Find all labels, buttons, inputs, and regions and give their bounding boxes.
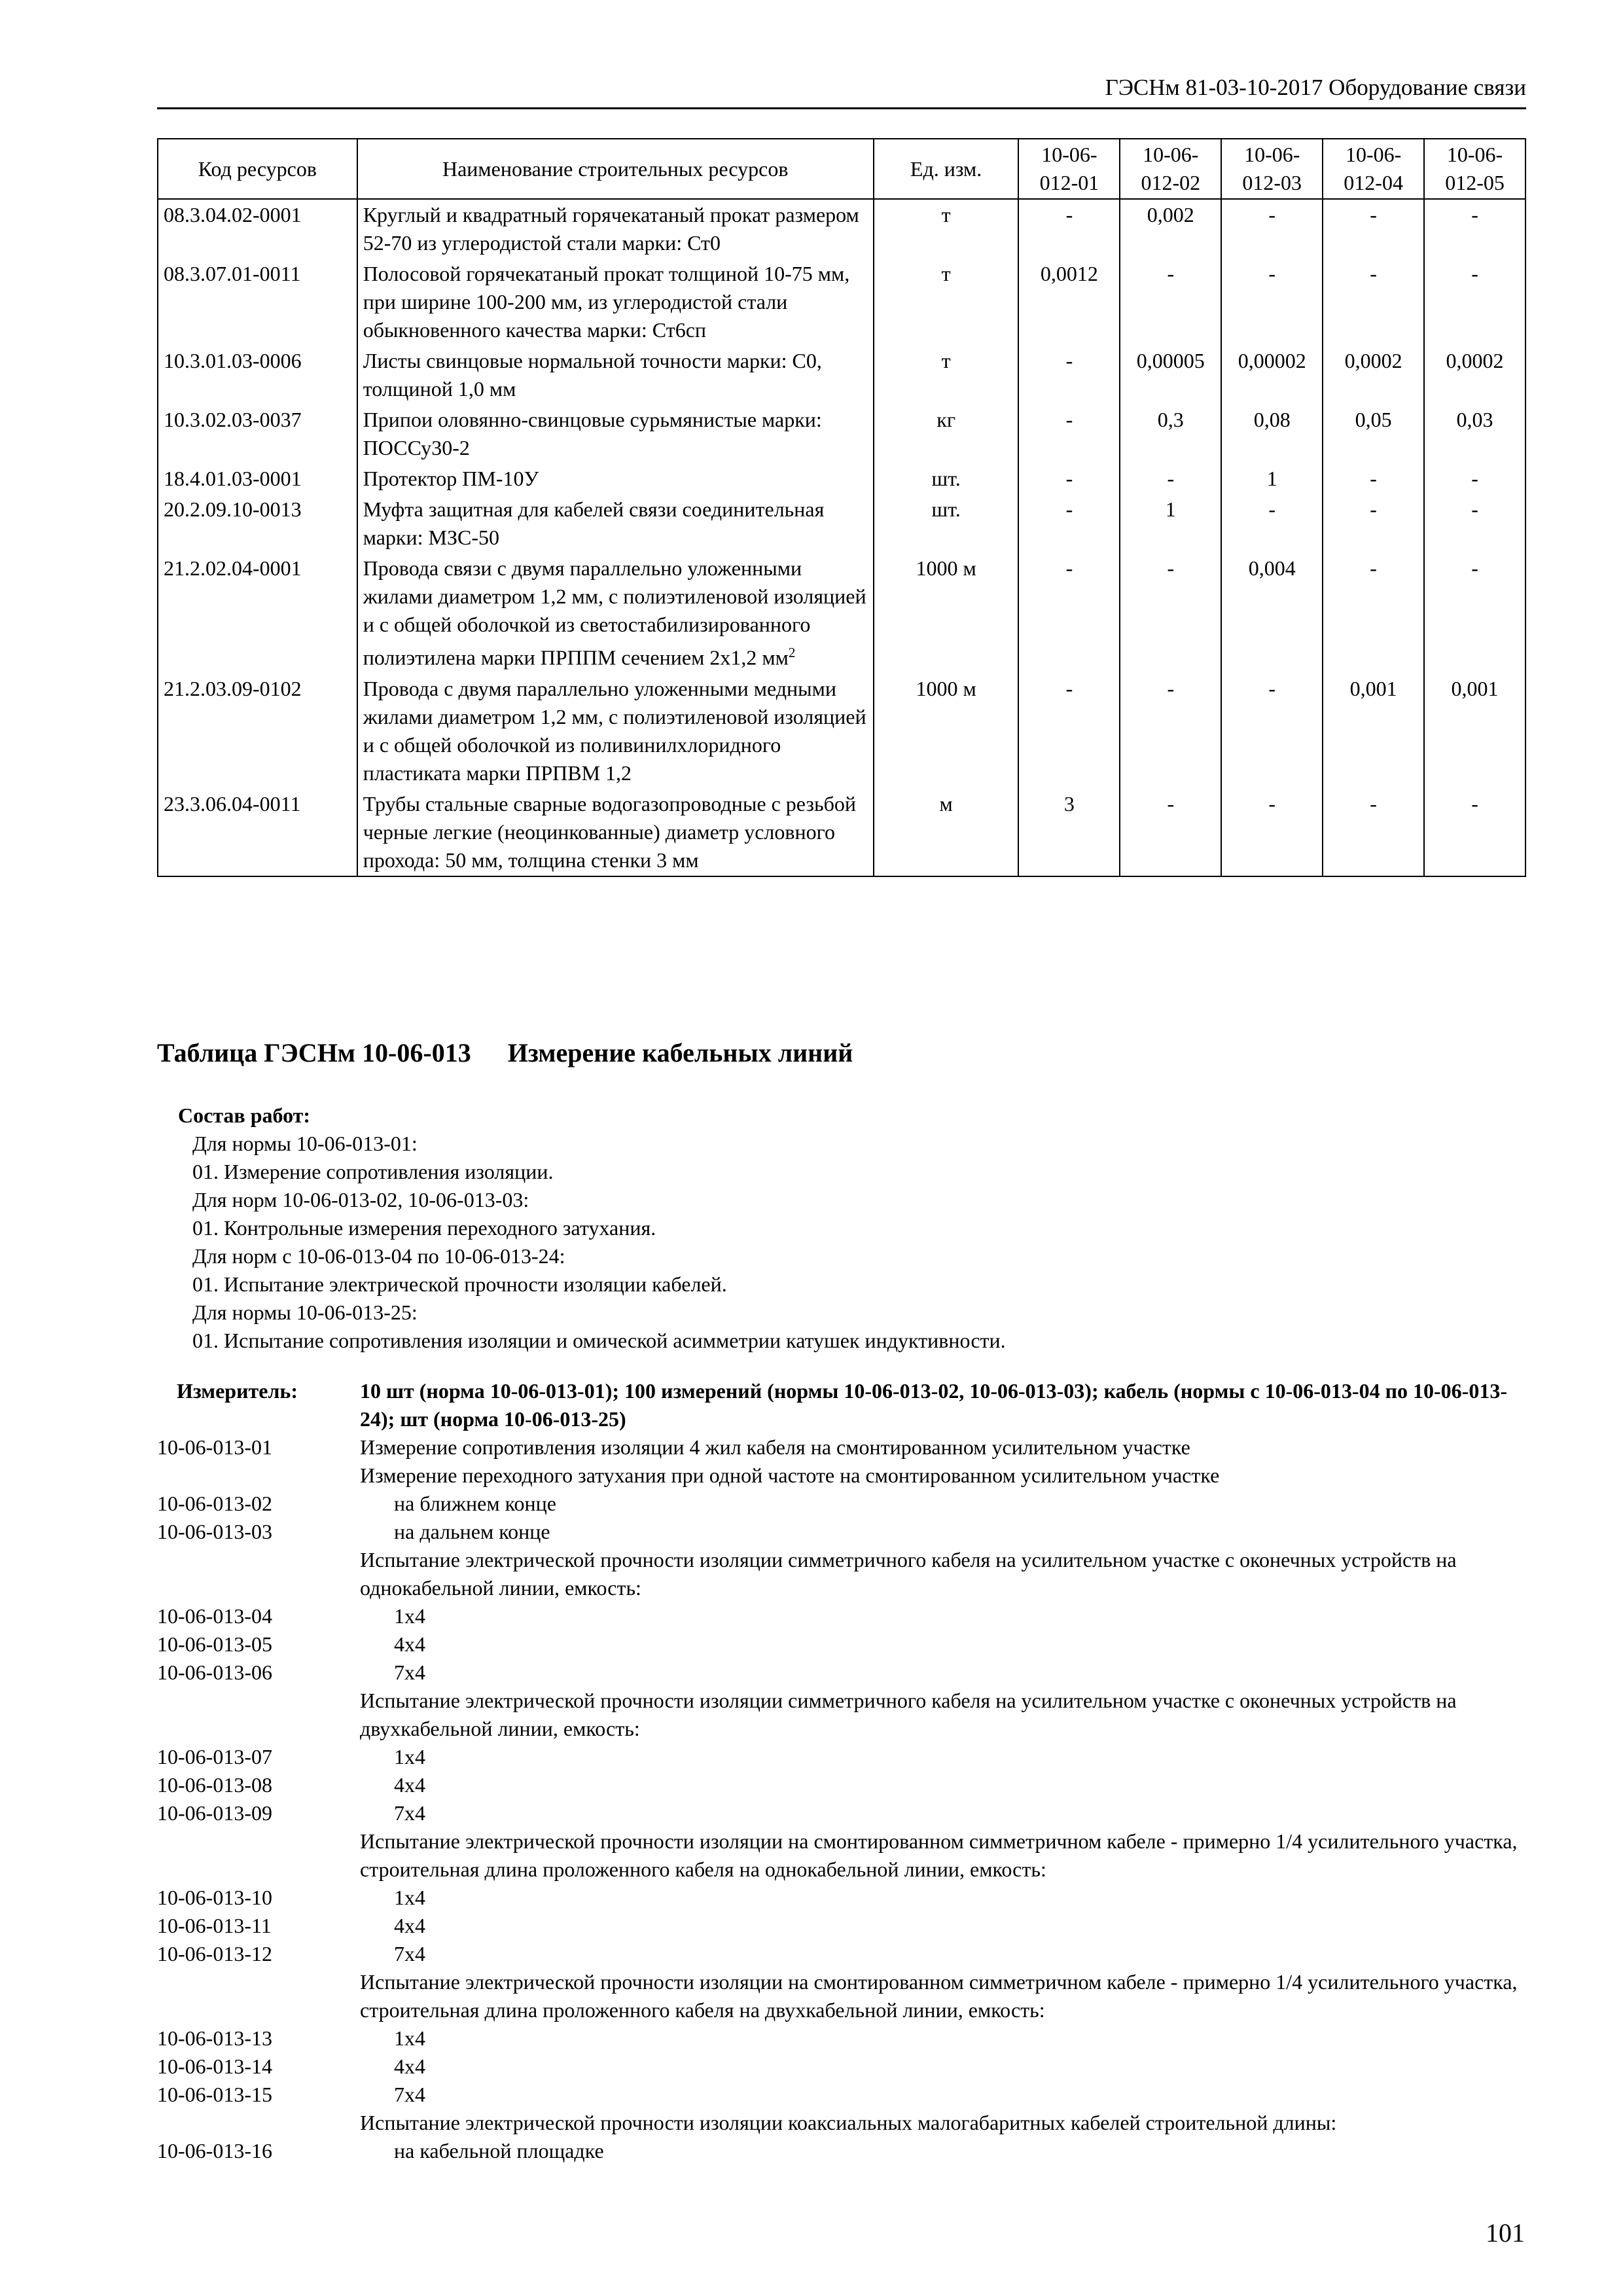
norm-text: на дальнем конце [394, 1520, 550, 1543]
norm-text: на кабельной площадке [394, 2139, 604, 2162]
cell-value: - [1120, 673, 1221, 789]
norm-code: 10-06-013-11 [157, 1914, 272, 1937]
cell-code: 10.3.02.03-0037 [158, 404, 357, 463]
cell-value: 1 [1120, 494, 1221, 553]
norm-text: 7х4 [394, 1660, 425, 1684]
norm-text: Испытание электрической прочности изоляции симметричного кабеля на усилительном участке с оконечных устройств на однокабельной линии, емкость: [360, 1548, 1457, 1600]
cell-name: Трубы стальные сварные водогазопроводные с резьбой черные легкие (неоцинкованные) диаметр условного прохода: 50 мм, толщина стенки 3 мм [357, 789, 874, 876]
cell-value: 0,3 [1120, 404, 1221, 463]
norm-text: Измерение сопротивления изоляции 4 жил кабеля на смонтированном усилительном участке [360, 1435, 1190, 1459]
cell-name-text: Провода связи с двумя параллельно уложенными жилами диаметром 1,2 мм, с полиэтиленовой изоляцией и с общей оболочкой из светостабилизированного полиэтилена марки ПРППМ сечением 2х1,2 [363, 556, 866, 670]
cell-value: - [1221, 259, 1323, 346]
cell-value: - [1221, 789, 1323, 876]
work-line: Для нормы 10-06-013-01: [192, 1132, 418, 1155]
cell-value: - [1018, 494, 1120, 553]
norm-code: 10-06-013-12 [157, 1942, 272, 1965]
norm-text: 4х4 [394, 1773, 425, 1797]
norm-code [157, 1827, 360, 1884]
table-row [158, 199, 1525, 259]
cell-value: - [1221, 673, 1323, 789]
cell-unit: шт. [874, 494, 1019, 553]
work-composition-title: Состав работ: [178, 1103, 311, 1127]
section-title [157, 1036, 853, 1070]
cell-value: - [1120, 789, 1221, 876]
norm-text: Испытание электрической прочности изоляции коаксиальных малогабаритных кабелей строительной длины: [360, 2111, 1337, 2134]
norm-code: 10-06-013-07 [157, 1745, 272, 1768]
cell-value: - [1323, 553, 1424, 673]
norm-text: Испытание электрической прочности изоляции на смонтированном симметричном кабеле - примерно 1/4 усилительного участка, строительная длина проложенного кабеля на однокабельной линии, емкость: [360, 1829, 1518, 1881]
norm-text: 1х4 [394, 1886, 425, 1909]
cell-unit: кг [874, 404, 1019, 463]
cell-name-unit: мм [762, 645, 789, 670]
norms-list [157, 1433, 1526, 2165]
cell-code: 10.3.01.03-0006 [158, 346, 357, 404]
cell-value: - [1221, 199, 1323, 259]
table-row [158, 259, 1525, 346]
cell-value: - [1018, 346, 1120, 404]
work-line: Для норм с 10-06-013-04 по 10-06-013-24: [192, 1244, 565, 1268]
page-number: 101 [1486, 2218, 1525, 2248]
norm-row [157, 1771, 1526, 1799]
column-header-code: Код ресурсов [158, 139, 357, 199]
cell-value: - [1018, 404, 1120, 463]
cell-value: - [1323, 199, 1424, 259]
cell-value: - [1424, 494, 1525, 553]
norm-text: на ближнем конце [394, 1492, 556, 1515]
norm-row [157, 1630, 1526, 1659]
cell-value: - [1424, 463, 1525, 494]
work-line: 01. Контрольные измерения переходного затухания. [192, 1216, 656, 1240]
norm-code [157, 1462, 360, 1490]
norm-code: 10-06-013-14 [157, 2054, 272, 2078]
norm-code: 10-06-013-04 [157, 1604, 272, 1628]
cell-unit: м [874, 789, 1019, 876]
norm-row [157, 1799, 1526, 1827]
cell-name-superscript: 2 [788, 645, 796, 660]
norm-row [157, 2109, 1526, 2137]
norm-row [157, 1687, 1526, 1743]
cell-value: - [1424, 789, 1525, 876]
norm-row [157, 1490, 1526, 1518]
cell-name: Припои оловянно-свинцовые сурьмянистые марки: ПОССу30-2 [357, 404, 874, 463]
header-rule [157, 107, 1526, 109]
cell-unit: т [874, 199, 1019, 259]
meter-label: Измеритель: [177, 1379, 298, 1403]
cell-name: Листы свинцовые нормальной точности марки: С0, толщиной 1,0 мм [357, 346, 874, 404]
cell-value: 0,05 [1323, 404, 1424, 463]
norm-text: 7х4 [394, 2083, 425, 2106]
cell-code: 21.2.03.09-0102 [158, 673, 357, 789]
norm-row [157, 1462, 1526, 1490]
table-row [158, 553, 1525, 673]
cell-value: 0,0012 [1018, 259, 1120, 346]
cell-name [357, 553, 874, 673]
cell-unit: шт. [874, 463, 1019, 494]
table-row [158, 494, 1525, 553]
cell-value: - [1323, 463, 1424, 494]
norm-text: Испытание электрической прочности изоляции на смонтированном симметричном кабеле - примерно 1/4 усилительного участка, строительная длина проложенного кабеля на двухкабельной линии, емкость: [360, 1970, 1518, 2022]
cell-value: - [1018, 673, 1120, 789]
work-composition [178, 1102, 1006, 1355]
norm-text: 1х4 [394, 1745, 425, 1768]
work-line: 01. Испытание электрической прочности изоляции кабелей. [192, 1272, 727, 1296]
norm-code [157, 1687, 360, 1743]
norm-text: Измерение переходного затухания при одной частоте на смонтированном усилительном участке [360, 1463, 1220, 1487]
cell-unit: т [874, 259, 1019, 346]
cell-unit: т [874, 346, 1019, 404]
cell-value: 0,001 [1424, 673, 1525, 789]
norm-row [157, 1912, 1526, 1940]
cell-value: 0,08 [1221, 404, 1323, 463]
cell-code: 08.3.07.01-0011 [158, 259, 357, 346]
work-line: 01. Испытание сопротивления изоляции и омической асимметрии катушек индуктивности. [192, 1329, 1006, 1352]
cell-value: - [1120, 259, 1221, 346]
cell-name: Муфта защитная для кабелей связи соединительная марки: МЗС-50 [357, 494, 874, 553]
cell-value: 3 [1018, 789, 1120, 876]
norm-row [157, 1827, 1526, 1884]
cell-value: - [1424, 259, 1525, 346]
norm-row [157, 2081, 1526, 2109]
cell-code: 21.2.02.04-0001 [158, 553, 357, 673]
work-line: Для норм 10-06-013-02, 10-06-013-03: [192, 1188, 529, 1211]
cell-value: - [1120, 463, 1221, 494]
cell-value: - [1424, 553, 1525, 673]
table-row [158, 346, 1525, 404]
norm-text: 7х4 [394, 1801, 425, 1825]
column-header-norm-01: 10-06-012-01 [1018, 139, 1120, 199]
norm-code: 10-06-013-01 [157, 1435, 272, 1459]
cell-value: - [1018, 199, 1120, 259]
table-header-row [158, 139, 1525, 199]
cell-value: 0,004 [1221, 553, 1323, 673]
cell-value: 0,00002 [1221, 346, 1323, 404]
cell-code: 20.2.09.10-0013 [158, 494, 357, 553]
norm-text: 4х4 [394, 2054, 425, 2078]
norm-code: 10-06-013-15 [157, 2083, 272, 2106]
norm-code: 10-06-013-10 [157, 1886, 272, 1909]
norm-code: 10-06-013-05 [157, 1632, 272, 1656]
norm-code: 10-06-013-13 [157, 2026, 272, 2050]
column-header-norm-03: 10-06-012-03 [1221, 139, 1323, 199]
cell-value: - [1018, 463, 1120, 494]
cell-value: - [1323, 494, 1424, 553]
cell-value: 0,001 [1323, 673, 1424, 789]
cell-value: - [1221, 494, 1323, 553]
cell-name: Круглый и квадратный горячекатаный прокат размером 52-70 из углеродистой стали марки: Ст0 [357, 199, 874, 259]
table-row [158, 789, 1525, 876]
norm-text: 7х4 [394, 1942, 425, 1965]
norm-code: 10-06-013-03 [157, 1520, 272, 1543]
norm-row [157, 1433, 1526, 1462]
norm-text: 4х4 [394, 1914, 425, 1937]
norm-code: 10-06-013-16 [157, 2139, 272, 2162]
column-header-norm-05: 10-06-012-05 [1424, 139, 1525, 199]
norm-row [157, 1968, 1526, 2024]
cell-value: - [1323, 789, 1424, 876]
norm-row [157, 1940, 1526, 1968]
norm-text: 1х4 [394, 2026, 425, 2050]
norm-code [157, 1968, 360, 2024]
running-header: ГЭСНм 81-03-10-2017 Оборудование связи [1105, 75, 1526, 100]
cell-unit: 1000 м [874, 553, 1019, 673]
table-label: Таблица ГЭСНм 10-06-013 [157, 1038, 471, 1067]
norm-row [157, 1518, 1526, 1546]
norm-row [157, 2137, 1526, 2165]
norm-row [157, 1743, 1526, 1771]
column-header-unit: Ед. изм. [874, 139, 1019, 199]
cell-name: Провода с двумя параллельно уложенными медными жилами диаметром 1,2 мм, с полиэтиленовой изоляцией и с общей оболочкой из поливинилхлоридного пластиката марки ПРПВМ 1,2 [357, 673, 874, 789]
norm-text: 4х4 [394, 1632, 425, 1656]
cell-value: 0,0002 [1323, 346, 1424, 404]
norm-row [157, 2053, 1526, 2081]
norm-text: 1х4 [394, 1604, 425, 1628]
cell-value: 0,03 [1424, 404, 1525, 463]
cell-unit: 1000 м [874, 673, 1019, 789]
cell-value: 0,0002 [1424, 346, 1525, 404]
table-row [158, 673, 1525, 789]
table-row [158, 463, 1525, 494]
table-title: Измерение кабельных линий [507, 1038, 853, 1067]
cell-code: 18.4.01.03-0001 [158, 463, 357, 494]
norm-code: 10-06-013-02 [157, 1492, 272, 1515]
norm-row [157, 1546, 1526, 1602]
norm-row [157, 1659, 1526, 1687]
cell-value: 1 [1221, 463, 1323, 494]
resources-table [157, 138, 1526, 877]
cell-value: - [1120, 553, 1221, 673]
column-header-norm-02: 10-06-012-02 [1120, 139, 1221, 199]
column-header-name: Наименование строительных ресурсов [357, 139, 874, 199]
cell-value: - [1424, 199, 1525, 259]
cell-value: - [1018, 553, 1120, 673]
cell-value: 0,00005 [1120, 346, 1221, 404]
norm-code [157, 2109, 360, 2137]
column-header-norm-04: 10-06-012-04 [1323, 139, 1424, 199]
norm-text: Испытание электрической прочности изоляции симметричного кабеля на усилительном участке с оконечных устройств на двухкабельной линии, емкость: [360, 1689, 1457, 1740]
cell-value: - [1323, 259, 1424, 346]
cell-name: Полосовой горячекатаный прокат толщиной 10-75 мм, при ширине 100-200 мм, из углеродистой стали обыкновенного качества марки: Ст6сп [357, 259, 874, 346]
meter-text: 10 шт (норма 10-06-013-01); 100 измерений (нормы 10-06-013-02, 10-06-013-03); кабель (нормы с 10-06-013-04 по 10-06-013-24); шт (норма 10-06-013-25) [360, 1379, 1507, 1431]
cell-code: 23.3.06.04-0011 [158, 789, 357, 876]
cell-name: Протектор ПМ-10У [357, 463, 874, 494]
work-line: Для нормы 10-06-013-25: [192, 1300, 418, 1324]
norm-row [157, 2024, 1526, 2053]
cell-code: 08.3.04.02-0001 [158, 199, 357, 259]
norm-row [157, 1884, 1526, 1912]
norm-row [157, 1602, 1526, 1630]
table-row [158, 404, 1525, 463]
norm-code: 10-06-013-09 [157, 1801, 272, 1825]
norm-code [157, 1546, 360, 1602]
norm-code: 10-06-013-08 [157, 1773, 272, 1797]
work-line: 01. Измерение сопротивления изоляции. [192, 1160, 554, 1183]
cell-value: 0,002 [1120, 199, 1221, 259]
norm-code: 10-06-013-06 [157, 1660, 272, 1684]
